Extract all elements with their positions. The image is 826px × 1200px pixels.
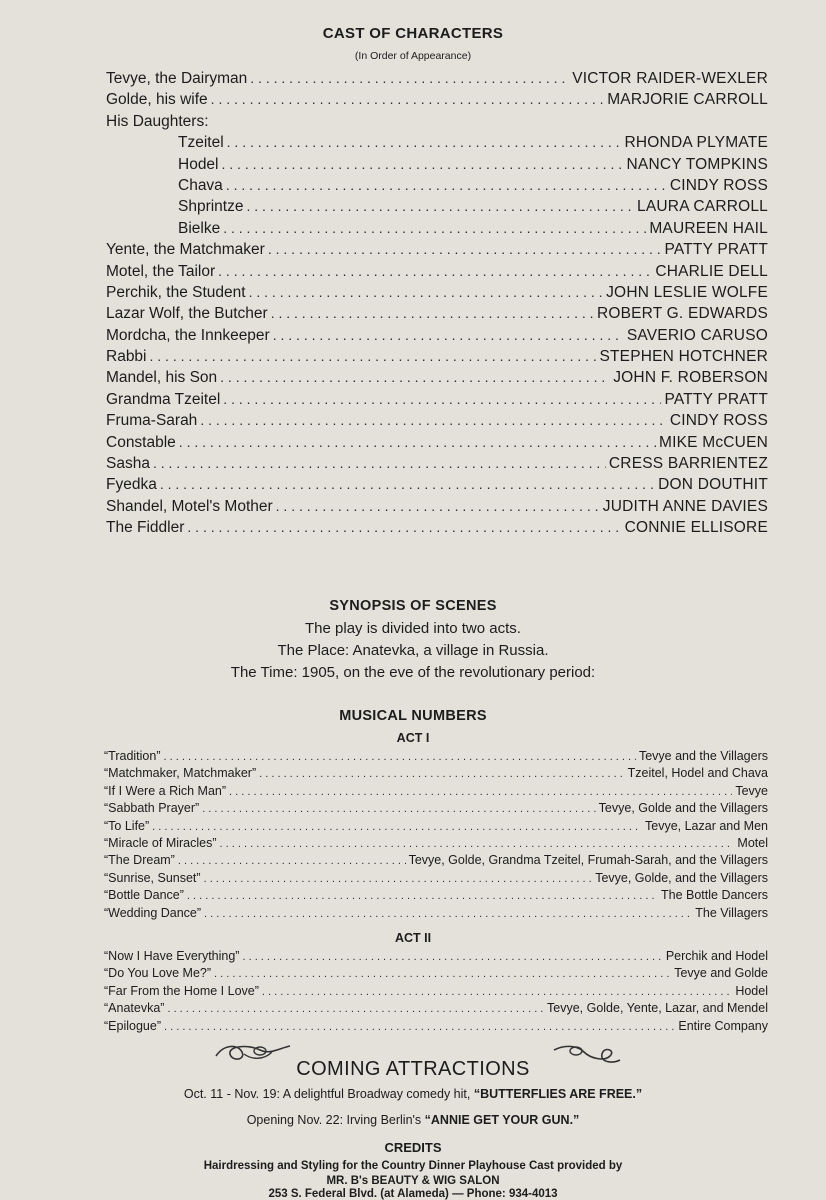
cast-role: Hodel — [178, 155, 219, 173]
dot-leader — [153, 455, 606, 471]
song-row — [104, 836, 768, 853]
cast-role: Chava — [178, 176, 223, 194]
dot-leader — [250, 70, 569, 86]
dot-leader — [152, 821, 642, 833]
cast-row — [106, 284, 768, 305]
song-performers: Tevye, Golde, Grandma Tzeitel, Frumah-Sarah, and the Villagers — [408, 853, 768, 868]
coming-line-2-show: “ANNIE GET YOUR GUN.” — [424, 1113, 580, 1127]
song-title: “Bottle Dance” — [104, 888, 184, 903]
cast-actor: CINDY ROSS — [669, 176, 768, 194]
cast-actor: JOHN F. ROBERSON — [613, 369, 768, 387]
synopsis-title: SYNOPSIS OF SCENES — [329, 598, 497, 614]
song-title: “Matchmaker, Matchmaker” — [104, 766, 257, 781]
song-title: “Sunrise, Sunset” — [104, 870, 201, 885]
song-title: “Sabbath Prayer” — [104, 801, 200, 816]
act1-song-list — [104, 749, 768, 923]
song-row — [104, 1019, 768, 1036]
cast-role: Lazar Wolf, the Butcher — [106, 305, 268, 323]
song-title: “Do You Love Me?” — [104, 966, 212, 981]
credits-line-2: MR. B's BEAUTY & WIG SALON — [326, 1175, 500, 1187]
cast-list — [106, 70, 768, 541]
cast-row — [106, 263, 768, 284]
song-title: “To Life” — [104, 818, 150, 833]
cast-row — [106, 241, 768, 262]
dot-leader — [246, 198, 634, 214]
cast-role: Golde, his wife — [106, 91, 208, 109]
song-row — [104, 1001, 768, 1018]
cast-row — [106, 220, 768, 241]
cast-actor: LAURA CARROLL — [637, 198, 768, 216]
cast-row — [106, 412, 768, 433]
song-row — [104, 906, 768, 923]
song-title: “Wedding Dance” — [104, 905, 202, 920]
act2-label: ACT II — [394, 931, 432, 945]
cast-role: Sasha — [106, 455, 150, 473]
cast-actor: ROBERT G. EDWARDS — [596, 305, 768, 323]
coming-line-2 — [0, 1113, 826, 1127]
song-row — [104, 871, 768, 888]
coming-attractions-title: COMING ATTRACTIONS — [296, 1058, 530, 1080]
cast-role: The Fiddler — [106, 519, 185, 537]
song-row — [104, 749, 768, 766]
cast-actor: NANCY TOMPKINS — [626, 155, 768, 173]
dot-leader — [211, 91, 605, 107]
dot-leader — [218, 263, 652, 279]
song-row — [104, 784, 768, 801]
cast-row — [106, 519, 768, 540]
coming-line-1 — [0, 1087, 826, 1101]
cast-actor: CONNIE ELLISORE — [624, 519, 768, 537]
cast-actor: MIKE McCUEN — [659, 433, 768, 451]
song-row — [104, 766, 768, 783]
synopsis-section — [0, 598, 826, 681]
dot-leader — [226, 177, 667, 193]
cast-actor: CINDY ROSS — [669, 412, 768, 430]
synopsis-line-1: The play is divided into two acts. — [305, 620, 521, 637]
dot-leader — [179, 434, 656, 450]
cast-row — [106, 198, 768, 219]
synopsis-line-3: The Time: 1905, on the eve of the revolutionary period: — [230, 664, 596, 681]
cast-row — [106, 177, 768, 198]
cast-role: Mandel, his Son — [106, 369, 218, 387]
cast-actor: VICTOR RAIDER-WEXLER — [572, 70, 768, 87]
cast-actor: DON DOUTHIT — [658, 476, 768, 494]
cast-role: Tzeitel — [178, 134, 224, 152]
song-performers: Tevye and the Villagers — [638, 749, 768, 763]
act2-song-list — [104, 949, 768, 1036]
credits-title: CREDITS — [384, 1140, 442, 1155]
musical-numbers-title: MUSICAL NUMBERS — [339, 708, 487, 724]
cast-row — [106, 70, 768, 91]
cast-role: Yente, the Matchmaker — [106, 241, 265, 259]
cast-role: Motel, the Tailor — [106, 262, 216, 280]
song-row — [104, 888, 768, 905]
song-row — [104, 853, 768, 870]
cast-row — [106, 369, 768, 390]
cast-row — [106, 305, 768, 326]
cast-actor: STEPHEN HOTCHNER — [599, 348, 768, 366]
dot-leader — [223, 220, 646, 236]
dot-leader — [242, 951, 662, 963]
dot-leader — [164, 1021, 675, 1033]
song-row — [104, 949, 768, 966]
cast-actor: CRESS BARRIENTEZ — [608, 455, 768, 473]
dot-leader — [220, 369, 610, 385]
cast-actor: RHONDA PLYMATE — [624, 134, 768, 152]
dot-leader — [160, 476, 655, 492]
cast-role: Shandel, Motel's Mother — [106, 497, 273, 515]
dot-leader — [150, 348, 597, 364]
cast-row — [106, 434, 768, 455]
song-row — [104, 966, 768, 983]
dot-leader — [229, 786, 732, 798]
song-performers: Tevye, Golde, and the Villagers — [595, 870, 768, 885]
dot-leader — [227, 134, 622, 150]
song-performers: Tevye, Lazar and Men — [645, 818, 768, 833]
song-row — [104, 819, 768, 836]
dot-leader — [276, 498, 600, 514]
song-row — [104, 801, 768, 818]
dot-leader — [204, 873, 593, 885]
dot-leader — [222, 156, 624, 172]
cast-role: Grandma Tzeitel — [106, 390, 221, 408]
cast-group-heading: His Daughters: — [106, 112, 209, 130]
song-performers: The Bottle Dancers — [661, 888, 768, 903]
dot-leader — [178, 855, 406, 867]
song-performers: Motel — [737, 835, 768, 850]
dot-leader — [214, 968, 671, 980]
song-title: “The Dream” — [104, 853, 175, 868]
cast-row — [106, 498, 768, 519]
cast-row — [106, 91, 768, 112]
cast-actor: MAUREEN HAIL — [649, 219, 768, 237]
cast-actor: PATTY PRATT — [664, 241, 768, 259]
cast-role: Mordcha, the Innkeeper — [106, 326, 270, 344]
credits-line-3: 253 S. Federal Blvd. (at Alameda) — Phone: 934-4013 — [268, 1188, 558, 1200]
cast-role: Bielke — [178, 219, 221, 237]
song-title: “If I Were a Rich Man” — [104, 783, 227, 798]
song-title: “Now I Have Everything” — [104, 949, 240, 963]
dot-leader — [259, 768, 625, 780]
coming-line-1-text: Oct. 11 - Nov. 19: A delightful Broadway comedy hit, — [183, 1087, 474, 1101]
cast-actor: CHARLIE DELL — [655, 262, 768, 280]
song-performers: Tzeitel, Hodel and Chava — [627, 766, 768, 781]
song-row — [104, 984, 768, 1001]
dot-leader — [249, 284, 604, 300]
song-title: “Tradition” — [104, 749, 161, 763]
dot-leader — [164, 751, 636, 763]
cast-role: Fyedka — [106, 476, 157, 494]
cast-row — [106, 455, 768, 476]
dot-leader — [167, 1003, 544, 1015]
coming-line-1-show: “BUTTERFLIES ARE FREE.” — [473, 1087, 643, 1101]
dot-leader — [271, 305, 594, 321]
cast-actor: JOHN LESLIE WOLFE — [606, 283, 768, 301]
song-title: “Miracle of Miracles” — [104, 835, 217, 850]
dot-leader — [273, 327, 624, 343]
dot-leader — [187, 519, 621, 535]
dot-leader — [268, 241, 662, 257]
song-performers: Entire Company — [678, 1018, 768, 1033]
cast-role: Rabbi — [106, 348, 147, 366]
credits-line-1: Hairdressing and Styling for the Country Dinner Playhouse Cast provided by — [203, 1160, 623, 1172]
dot-leader — [223, 391, 661, 407]
song-performers: Tevye — [735, 783, 768, 798]
cast-actor: MARJORIE CARROLL — [607, 91, 768, 109]
dot-leader — [202, 803, 595, 815]
dot-leader — [187, 890, 658, 902]
song-performers: Perchik and Hodel — [665, 949, 768, 963]
song-performers: Hodel — [735, 983, 768, 998]
dot-leader — [220, 838, 735, 850]
cast-role: Constable — [106, 433, 176, 451]
cast-role: Fruma-Sarah — [106, 412, 198, 430]
cast-row — [106, 476, 768, 497]
dot-leader — [262, 986, 732, 998]
coming-line-2-text: Opening Nov. 22: Irving Berlin's — [246, 1113, 425, 1127]
song-performers: Tevye and Golde — [674, 966, 768, 981]
cast-row — [106, 113, 768, 134]
cast-title: CAST OF CHARACTERS — [322, 25, 504, 42]
cast-role: Shprintze — [178, 198, 244, 216]
song-performers: Tevye, Golde, Yente, Lazar, and Mendel — [547, 1001, 768, 1016]
dot-leader — [200, 412, 667, 428]
song-title: “Far From the Home I Love” — [104, 983, 259, 998]
cast-row — [106, 391, 768, 412]
act1-label: ACT I — [396, 731, 430, 745]
cast-row — [106, 348, 768, 369]
cast-actor: PATTY PRATT — [664, 390, 768, 408]
cast-actor: JUDITH ANNE DAVIES — [602, 497, 768, 515]
cast-row — [106, 134, 768, 155]
dot-leader — [204, 908, 692, 920]
cast-actor: SAVERIO CARUSO — [626, 326, 768, 344]
song-performers: The Villagers — [695, 905, 768, 920]
cast-role: Perchik, the Student — [106, 283, 246, 301]
cast-row — [106, 156, 768, 177]
song-title: “Epilogue” — [104, 1018, 161, 1033]
song-performers: Tevye, Golde and the Villagers — [598, 801, 768, 816]
cast-row — [106, 327, 768, 348]
cast-role: Tevye, the Dairyman — [106, 70, 248, 87]
song-title: “Anatevka” — [104, 1001, 165, 1016]
synopsis-line-2: The Place: Anatevka, a village in Russia. — [277, 642, 549, 659]
cast-subtitle: (In Order of Appearance) — [354, 50, 472, 62]
